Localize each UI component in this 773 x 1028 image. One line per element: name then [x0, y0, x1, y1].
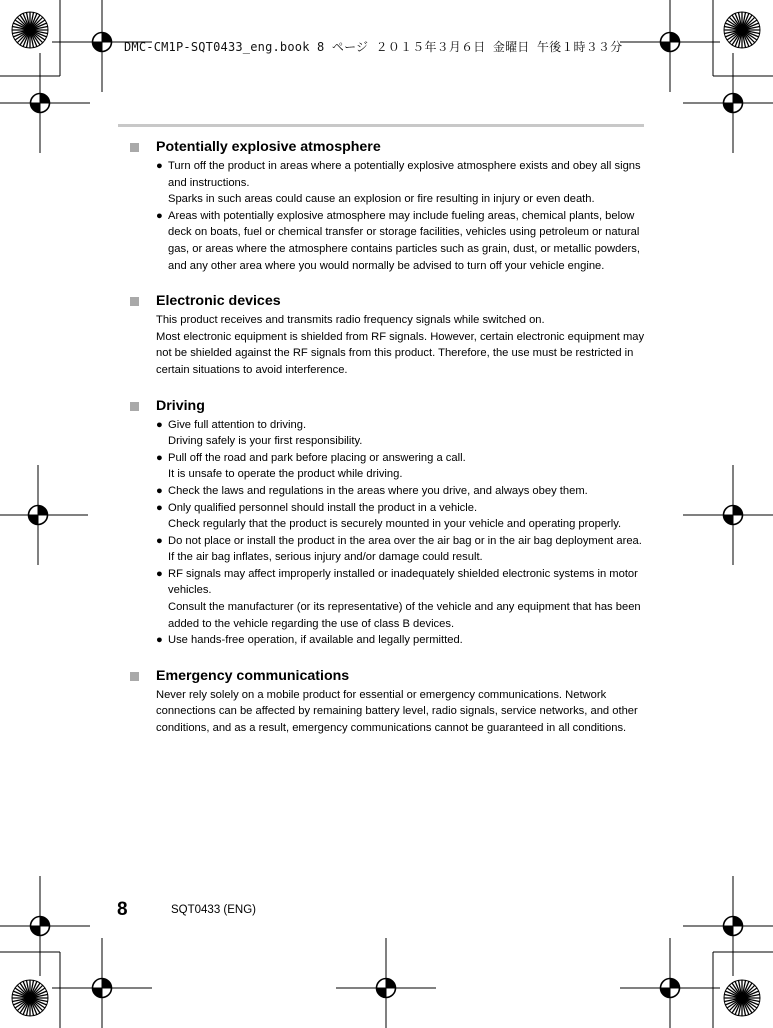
top-rule: [118, 124, 644, 127]
list-item: [156, 483, 648, 500]
section-explosive-atmosphere: [128, 138, 648, 274]
bullet-text: Areas with potentially explosive atmosphere may include fueling areas, chemical plants, below deck on boats, fuel or chemical transfer or storage facilities, vehicles using petroleum or natural gas, or areas where the atmosphere contains particles such as grain, dust, or metallic powders, and any other area where you would normally be advised to turn off your vehicle engine.: [168, 209, 640, 272]
bullet-list: [156, 158, 648, 274]
bullet-icon: ●: [156, 534, 163, 547]
section-square-icon: [130, 143, 139, 152]
list-item: [156, 632, 648, 649]
bullet-subtext: Check regularly that the product is securely mounted in your vehicle and operating properly.: [168, 518, 622, 531]
bullet-icon: ●: [156, 209, 163, 222]
list-item: [156, 158, 648, 208]
bullet-subtext: If the air bag inflates, serious injury and/or damage could result.: [168, 551, 483, 564]
bullet-icon: ●: [156, 484, 163, 497]
list-item: [156, 566, 648, 632]
bullet-subtext: Consult the manufacturer (or its representative) of the vehicle and any equipment that has been added to the vehicle regarding the use of class B devices.: [168, 601, 641, 630]
section-emergency-communications: [128, 667, 648, 737]
bullet-icon: ●: [156, 418, 163, 431]
paragraph: This product receives and transmits radio frequency signals while switched on.: [156, 314, 545, 327]
bullet-text: Check the laws and regulations in the areas where you drive, and always obey them.: [168, 484, 588, 497]
bullet-subtext: Sparks in such areas could cause an explosion or fire resulting in injury or even death.: [168, 193, 595, 206]
list-item: [156, 417, 648, 450]
bullet-icon: ●: [156, 451, 163, 464]
bullet-text: Only qualified personnel should install the product in a vehicle.: [168, 501, 478, 514]
section-square-icon: [130, 297, 139, 306]
bullet-subtext: Driving safely is your first responsibility.: [168, 435, 363, 448]
bullet-list: [156, 417, 648, 649]
bullet-icon: ●: [156, 567, 163, 580]
document-code: SQT0433 (ENG): [171, 904, 256, 916]
page-number: 8: [117, 899, 128, 920]
section-square-icon: [130, 402, 139, 411]
paragraph: Most electronic equipment is shielded from RF signals. However, certain electronic equipment may not be shielded against the RF signals from this product. Therefore, the use must be restricted in certain situations to avoid interference.: [156, 330, 645, 376]
bullet-text: Turn off the product in areas where a potentially explosive atmosphere exists and obey all signs and instructions.: [168, 160, 641, 189]
list-item: [156, 450, 648, 483]
section-square-icon: [130, 672, 139, 681]
bullet-text: Use hands-free operation, if available and legally permitted.: [168, 634, 463, 647]
bullet-icon: ●: [156, 501, 163, 514]
paragraph: Never rely solely on a mobile product for essential or emergency communications. Network connections can be affected by remaining battery level, radio signals, service networks, and other conditions, and as a result, emergency communications cannot be guaranteed in all conditions.: [156, 688, 638, 735]
section-title: Emergency communications: [156, 667, 350, 684]
list-item: [156, 533, 648, 566]
section-title: Driving: [156, 397, 205, 414]
section-title: Electronic devices: [156, 293, 281, 310]
bullet-icon: ●: [156, 160, 163, 172]
section-electronic-devices: [128, 292, 648, 378]
bullet-text: RF signals may affect improperly installed or inadequately shielded electronic systems in motor vehicles.: [168, 567, 638, 597]
bullet-subtext: It is unsafe to operate the product while driving.: [168, 468, 403, 481]
section-title: Potentially explosive atmosphere: [156, 139, 381, 155]
bullet-text: Give full attention to driving.: [168, 418, 307, 431]
print-info-header: DMC-CM1P-SQT0433_eng.book 8 ページ ２０１５年３月６日 金曜日 午後１時３３分: [124, 40, 623, 54]
document-body: [128, 138, 648, 755]
list-item: [156, 208, 648, 274]
list-item: [156, 500, 648, 533]
section-driving: [128, 397, 648, 649]
bullet-text: Pull off the road and park before placing or answering a call.: [168, 451, 466, 464]
bullet-icon: ●: [156, 634, 163, 647]
bullet-text: Do not place or install the product in the area over the air bag or in the air bag deployment area.: [168, 534, 642, 547]
